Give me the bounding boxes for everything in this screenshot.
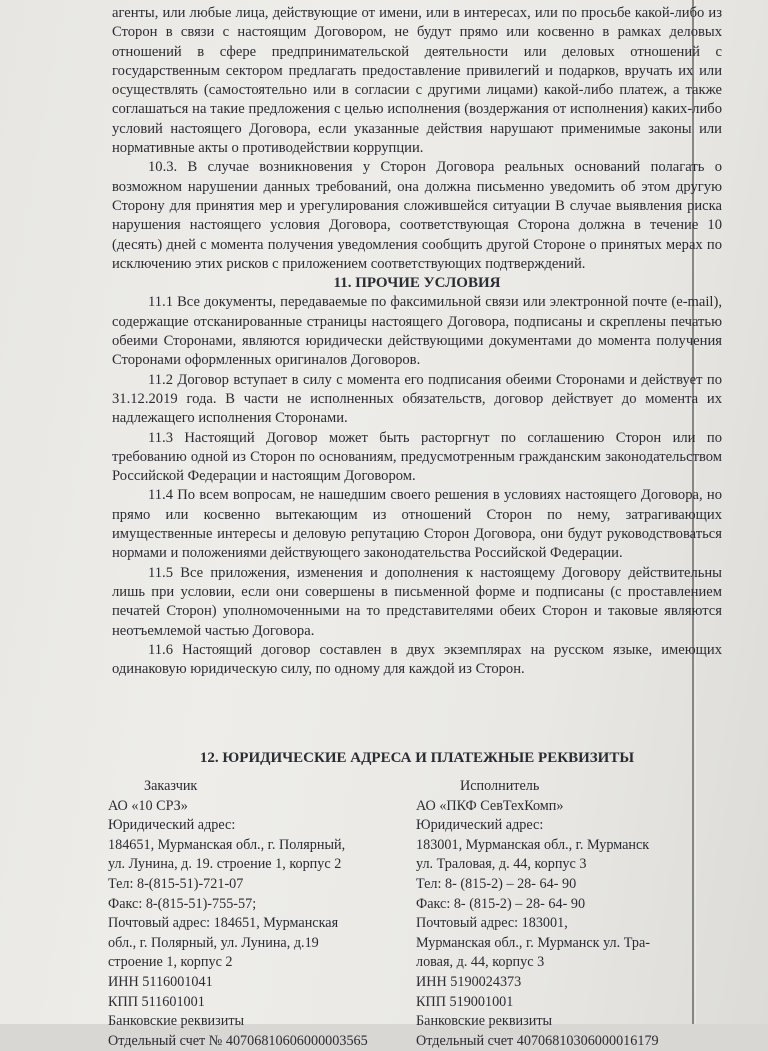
contract-body [112, 4, 722, 679]
customer-bank-label: Банковские реквизиты [108, 1013, 245, 1030]
clause-11-5: 11.5 Все приложения, изменения и дополнения к настоящему Договору действительны лишь при условии, если они совершены в письменной форме и подписаны (с проставлением печатей Сторон) уполномоченными на то представителями обеих Сторон и таковые являются неотъемлемой частью Договора. [112, 564, 722, 639]
customer-fax: Факс: 8-(815-51)-755-57; [108, 895, 257, 912]
clause-10-2-continued: агенты, или любые лица, действующие от имени, или в интересах, или по просьбе какой-либо из Сторон в связи с настоящим Договором, не будут прямо или косвенно в рамках деловых отношений в сфере предпринимательской деятельности или деловых отношений с государственным сектором предлагать предоставление привилегий и подарков, вручать их или осуществлять (самостоятельно или в согласии с другими лицами) какой-либо платеж, а также соглашаться на такие предложения с целью исполнения (воздержания от исполнения) каких-либо условий настоящего Договора, если указанные действия нарушают применимые законы или нормативные акты о противодействии коррупции. [112, 5, 722, 157]
contractor-details [416, 777, 716, 1051]
contractor-name: АО «ПКФ СевТехКомп» [416, 797, 564, 814]
clause-11-3: 11.3 Настоящий Договор может быть расторгнут по соглашению Сторон или по требованию одной из Сторон по основаниям, предусмотренным гражданским законодательством Российской Федерации и настоящим Договором. [112, 429, 722, 485]
customer-name: АО «10 СРЗ» [108, 797, 188, 814]
contractor-bank-label: Банковские реквизиты [416, 1013, 553, 1030]
customer-legal-label: Юридический адрес: [108, 817, 236, 834]
customer-account: Отдельный счет № 40706810606000003565 [108, 1032, 368, 1049]
clause-11-6: 11.6 Настоящий договор составлен в двух экземплярах на русском языке, имеющих одинаковую юридическую силу, по одному для каждой из Сторон. [112, 641, 722, 678]
contractor-postal-2: Мурманская обл., г. Мурманск ул. Тра- [416, 934, 650, 951]
customer-phone: Тел: 8-(815-51)-721-07 [108, 875, 244, 892]
contractor-legal-label: Юридический адрес: [416, 817, 544, 834]
customer-role: Заказчик [144, 778, 198, 794]
contractor-role: Исполнитель [460, 778, 540, 794]
customer-kpp: КПП 511601001 [108, 993, 205, 1010]
clause-10-3: 10.3. В случае возникновения у Сторон Договора реальных оснований полагать о возможном нарушении данных требований, она должна письменно уведомить об этом другую Сторону для принятия мер и урегулирования сложившейся ситуации В случае выявления риска нарушения настоящего условия Договора, соответствующая Сторона должна в течение 10 (десять) дней с момента получения уведомления сообщить другой Стороне о принятых мерах по исключению этих рисков с приложением соответствующих подтверждений. [112, 159, 722, 272]
contractor-fax: Факс: 8- (815-2) – 28- 64- 90 [416, 895, 586, 912]
contractor-postal-1: Почтовый адрес: 183001, [416, 915, 568, 932]
customer-postal-3: строение 1, корпус 2 [108, 954, 233, 971]
customer-legal-address-1: 184651, Мурманская обл., г. Полярный, [108, 836, 346, 853]
contractor-phone: Тел: 8- (815-2) – 28- 64- 90 [416, 875, 577, 892]
section-11-title: 11. ПРОЧИЕ УСЛОВИЯ [333, 275, 501, 292]
customer-postal-1: Почтовый адрес: 184651, Мурманская [108, 915, 339, 932]
customer-details [108, 777, 408, 1051]
clause-11-1: 11.1 Все документы, передаваемые по факсимильной связи или электронной почте (e-mail), содержащие отсканированные страницы настоящего Договора, подписаны и скреплены печатью обеими Сторонами, являются юридически действующими документами до момента получения Сторонами оформленных оригиналов Договоров. [112, 294, 722, 369]
section-12-title: 12. ЮРИДИЧЕСКИЕ АДРЕСА И ПЛАТЕЖНЫЕ РЕКВИЗИТЫ [199, 750, 635, 766]
contractor-legal-address-1: 183001, Мурманская обл., г. Мурманск [416, 836, 650, 853]
contractor-postal-3: ловая, д. 44, корпус 3 [416, 954, 545, 971]
customer-legal-address-2: ул. Лунина, д. 19. строение 1, корпус 2 [108, 856, 342, 873]
clause-11-2: 11.2 Договор вступает в силу с момента его подписания обеими Сторонами и действует по 31.12.2019 года. В части не исполненных обязательств, договор действует до момента их надлежащего исполнения Сторонами. [112, 371, 722, 427]
clause-11-4: 11.4 По всем вопросам, не нашедшим своего решения в условиях настоящего Договора, но прямо или косвенно вытекающим из отношений Сторон по нему, затрагивающих имущественные интересы и деловую репутацию Сторон Договора, они будут руководствоваться нормами и положениями действующего законодательства Российской Федерации. [112, 487, 722, 562]
customer-postal-2: обл., г. Полярный, ул. Лунина, д.19 [108, 934, 319, 951]
contractor-account: Отдельный счет 40706810306000016179 [416, 1032, 659, 1049]
contractor-legal-address-2: ул. Траловая, д. 44, корпус 3 [416, 856, 587, 873]
customer-inn: ИНН 5116001041 [108, 973, 213, 990]
contractor-inn: ИНН 5190024373 [416, 973, 522, 990]
contractor-kpp: КПП 519001001 [416, 993, 514, 1010]
